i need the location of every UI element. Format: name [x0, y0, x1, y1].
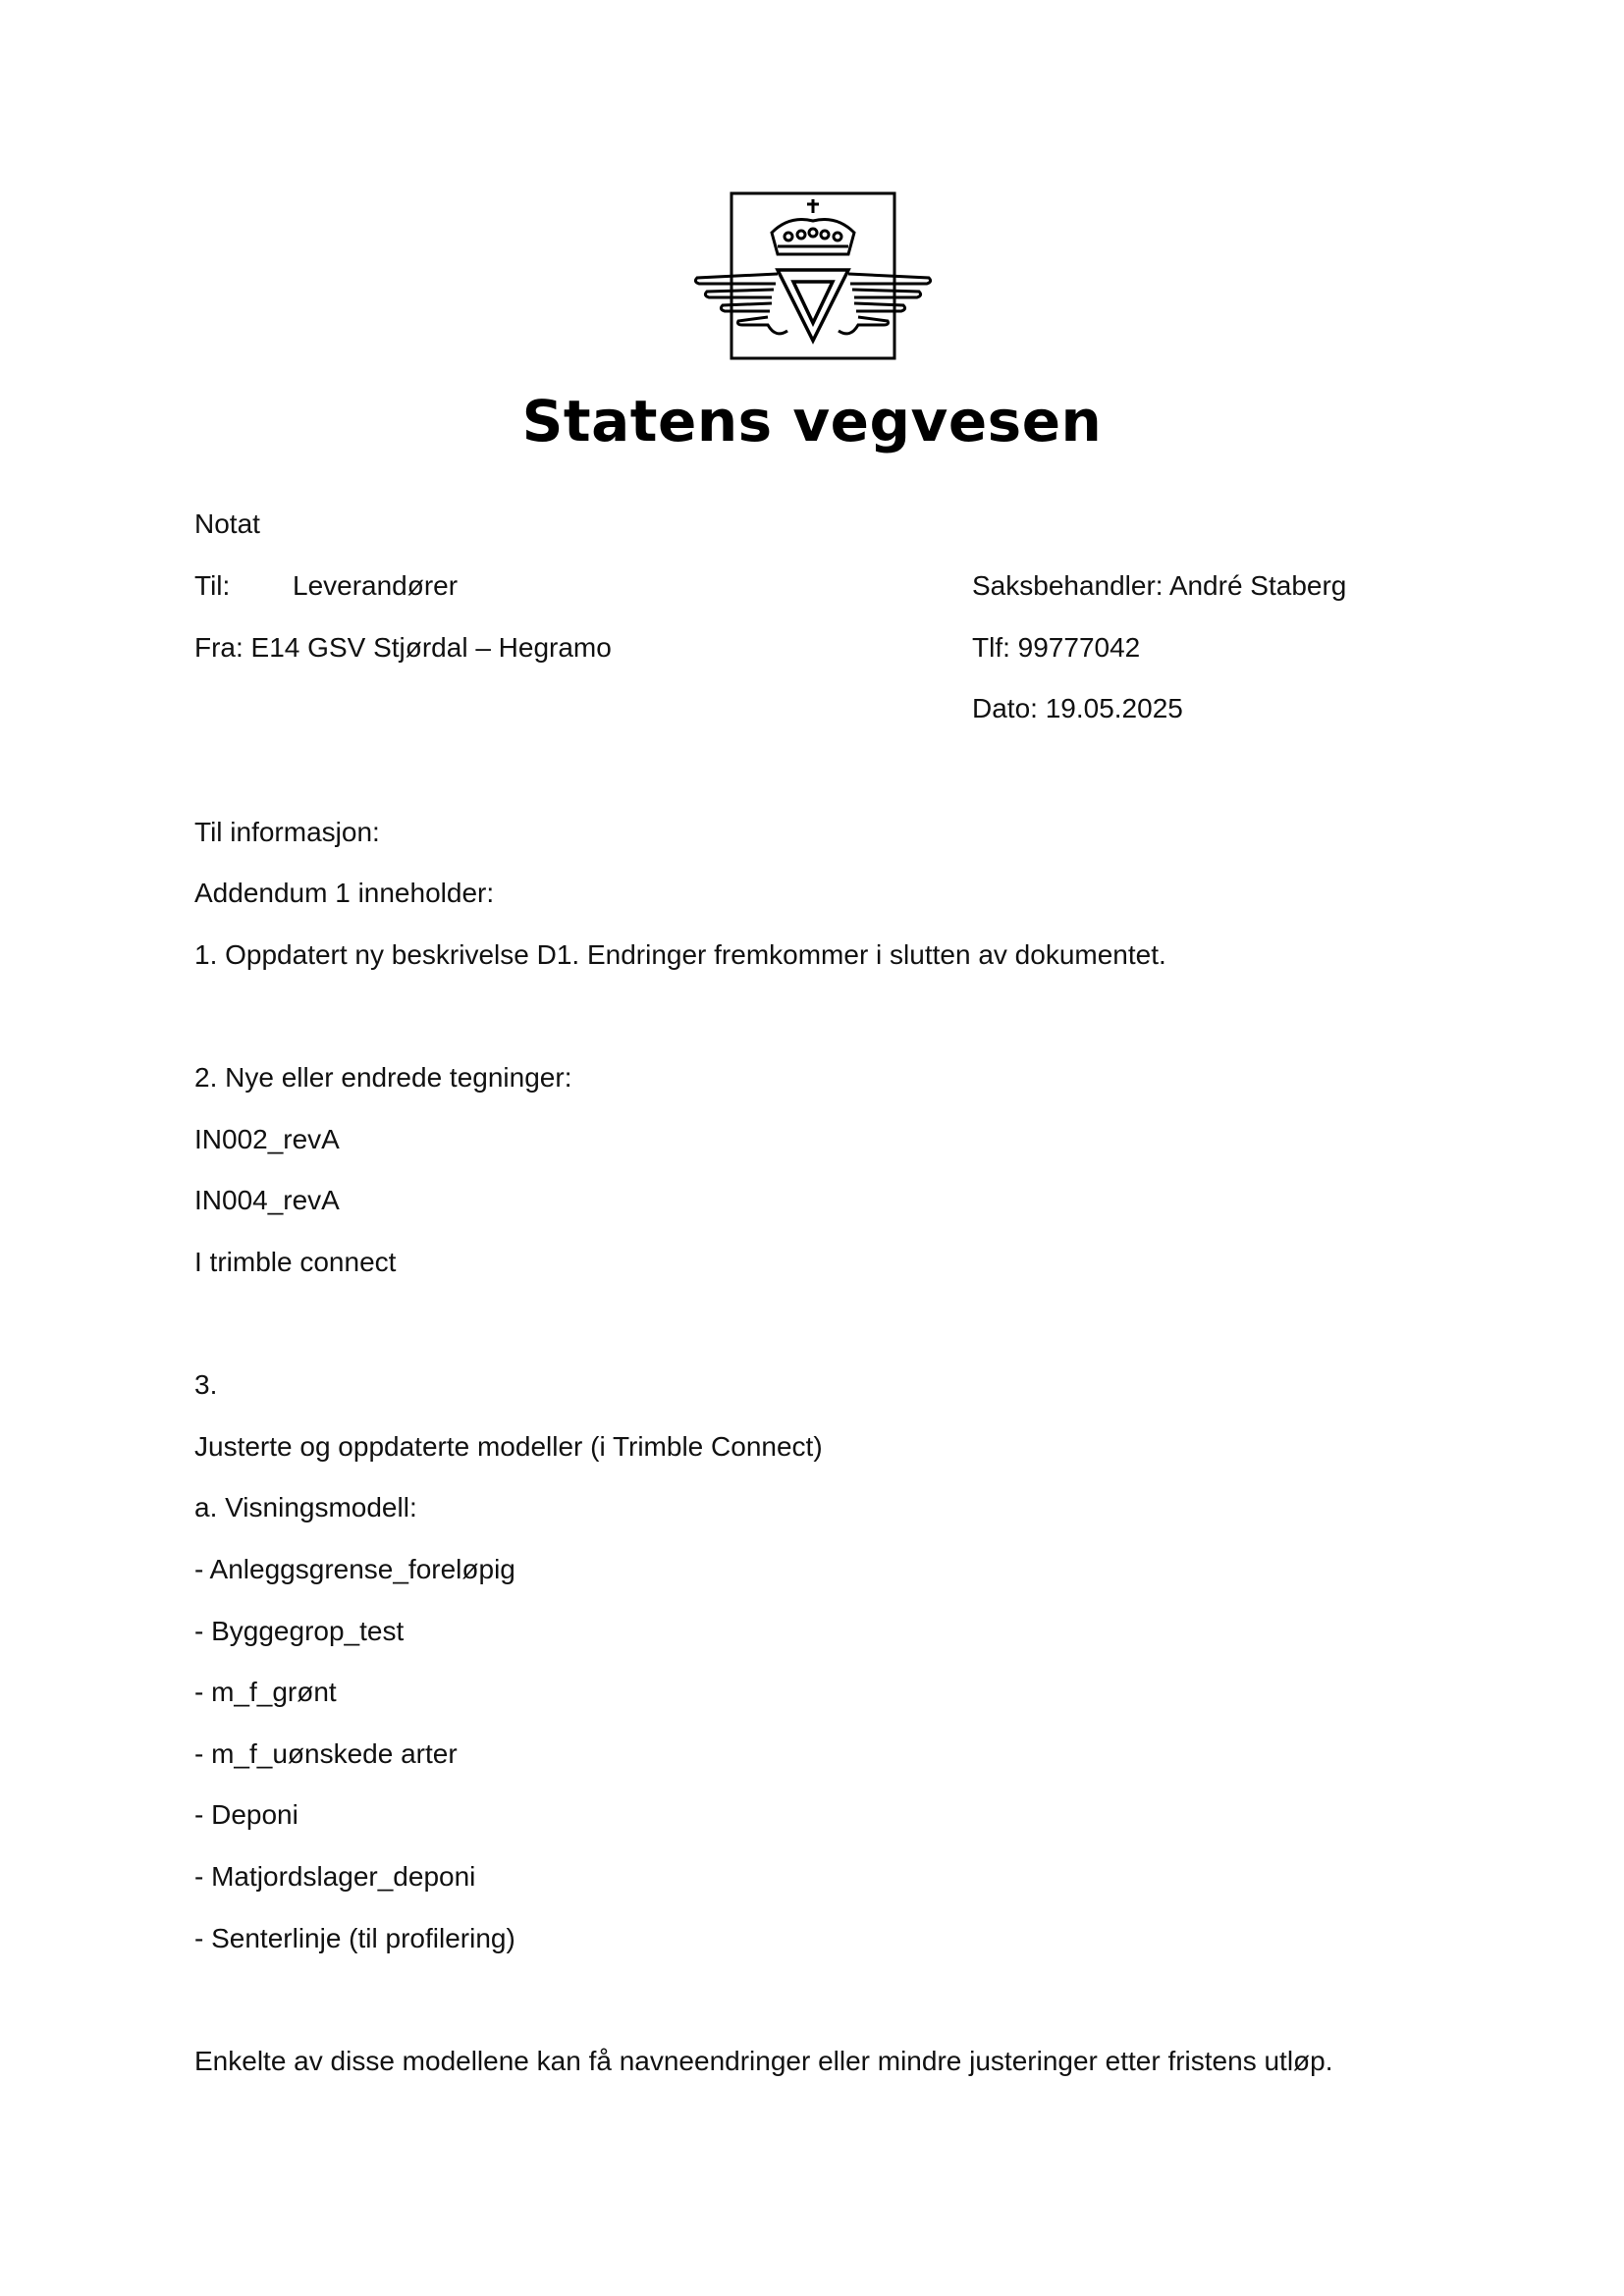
case-officer: Saksbehandler: André Staberg	[972, 570, 1347, 601]
model-item: - m_f_grønt	[194, 1677, 337, 1707]
item-1: 1. Oppdatert ny beskrivelse D1. Endringer fremkommer i slutten av dokumentet.	[194, 939, 1166, 970]
phone: Tlf: 99777042	[972, 632, 1141, 663]
model-item: - m_f_uønskede arter	[194, 1738, 458, 1769]
statens-vegvesen-logo	[693, 191, 933, 363]
item-3-subheading: a. Visningsmodell:	[194, 1492, 417, 1522]
item-3-number: 3.	[194, 1369, 218, 1400]
model-item: - Anleggsgrense_foreløpig	[194, 1554, 515, 1584]
date: Dato: 19.05.2025	[972, 693, 1183, 723]
to-value: Leverandører	[293, 570, 459, 601]
model-item: - Senterlinje (til profilering)	[194, 1923, 515, 1953]
item-3-heading: Justerte og oppdaterte modeller (i Trimble Connect)	[194, 1431, 823, 1462]
model-item: - Matjordslager_deponi	[194, 1861, 476, 1892]
drawing-item: IN004_revA	[194, 1185, 340, 1215]
drawing-item: IN002_revA	[194, 1124, 340, 1154]
item-2-heading: 2. Nye eller endrede tegninger:	[194, 1062, 572, 1093]
model-item: - Deponi	[194, 1799, 298, 1830]
document-type: Notat	[194, 508, 260, 539]
drawing-item: I trimble connect	[194, 1247, 397, 1277]
closing-text: Enkelte av disse modellene kan få navneendringer eller mindre justeringer etter fristens utløp.	[194, 2046, 1333, 2076]
from-line: Fra: E14 GSV Stjørdal – Hegramo	[194, 632, 612, 663]
model-item: - Byggegrop_test	[194, 1616, 405, 1646]
intro-text: Til informasjon:	[194, 817, 380, 847]
organization-name: Statens vegvesen	[521, 388, 1103, 454]
addendum-heading: Addendum 1 inneholder:	[194, 878, 495, 908]
to-label: Til:	[194, 570, 231, 601]
